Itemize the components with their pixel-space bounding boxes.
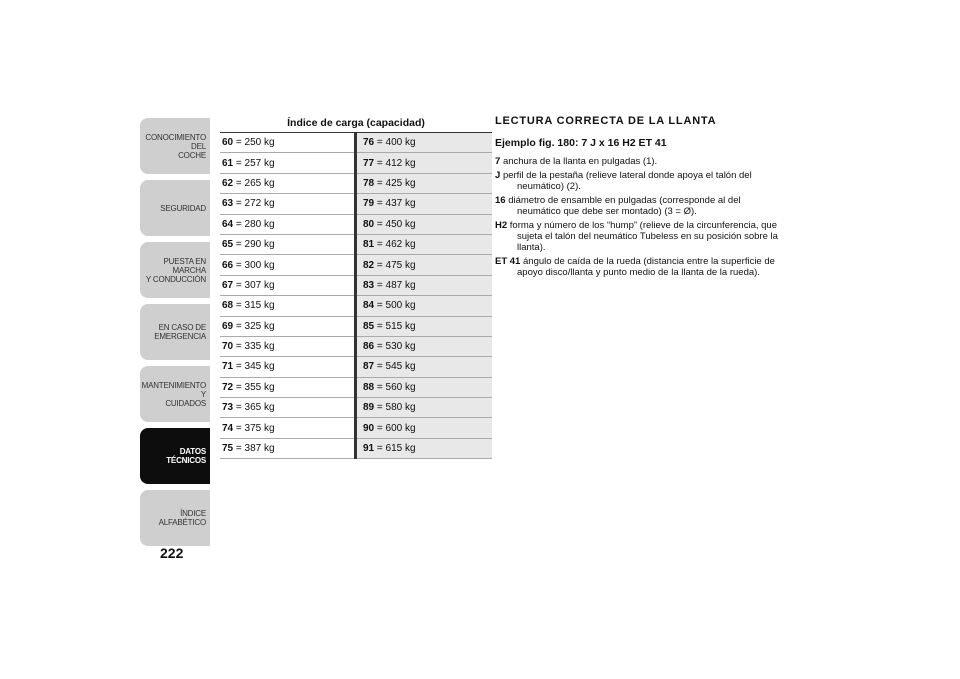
table-cell <box>356 398 493 418</box>
table-row <box>220 194 492 214</box>
load-index: 80 <box>363 218 375 230</box>
load-value: = 400 kg <box>376 137 416 149</box>
table-cell <box>356 194 493 214</box>
sidebar-tab[interactable] <box>140 366 210 422</box>
load-index: 85 <box>363 320 375 332</box>
load-value: = 580 kg <box>376 402 416 414</box>
load-index: 60 <box>222 137 234 149</box>
load-value: = 315 kg <box>235 300 275 312</box>
table-cell <box>356 275 493 295</box>
table-row <box>220 357 492 377</box>
definition-text: ángulo de caída de la rueda (distancia entre la superficie de apoyo disco/llanta y punto medio de la llanta de la rueda). <box>517 256 775 278</box>
load-index: 82 <box>363 259 375 271</box>
table-row <box>220 398 492 418</box>
sidebar-tab[interactable] <box>140 118 210 174</box>
table-row <box>220 234 492 254</box>
load-index: 77 <box>363 157 375 169</box>
definition-list <box>495 156 785 281</box>
definition-item <box>495 156 785 167</box>
load-index: 91 <box>363 443 375 455</box>
table-cell <box>356 255 493 275</box>
sidebar-nav <box>140 118 210 552</box>
table-cell <box>356 133 493 153</box>
load-value: = 387 kg <box>235 443 275 455</box>
table-row <box>220 316 492 336</box>
load-index: 87 <box>363 361 375 373</box>
load-index: 70 <box>222 341 234 353</box>
load-index: 73 <box>222 402 234 414</box>
table-cell <box>220 214 356 234</box>
load-index: 64 <box>222 218 234 230</box>
load-index: 67 <box>222 279 234 291</box>
load-index: 89 <box>363 402 375 414</box>
load-index: 81 <box>363 239 375 251</box>
load-value: = 425 kg <box>376 177 416 189</box>
load-value: = 272 kg <box>235 198 275 210</box>
table-cell <box>356 153 493 173</box>
sidebar-tab-label: CONOCIMIENTO DEL COCHE <box>145 132 206 160</box>
table-cell <box>220 398 356 418</box>
load-index: 88 <box>363 381 375 393</box>
definition-text: perfil de la pestaña (relieve lateral donde apoya el talón del neumático) (2). <box>502 170 752 192</box>
table-row <box>220 275 492 295</box>
load-value: = 462 kg <box>376 239 416 251</box>
load-value: = 437 kg <box>376 198 416 210</box>
load-index: 66 <box>222 259 234 271</box>
load-index: 75 <box>222 443 234 455</box>
load-value: = 545 kg <box>376 361 416 373</box>
definition-term: J <box>495 170 501 181</box>
load-index: 86 <box>363 341 375 353</box>
load-index: 79 <box>363 198 375 210</box>
load-index: 72 <box>222 381 234 393</box>
load-value: = 345 kg <box>235 361 275 373</box>
load-value: = 450 kg <box>376 218 416 230</box>
sidebar-tab[interactable] <box>140 490 210 546</box>
load-index: 68 <box>222 300 234 312</box>
table-row <box>220 153 492 173</box>
table-cell <box>220 336 356 356</box>
load-value: = 530 kg <box>376 341 416 353</box>
sidebar-tab-label: PUESTA EN MARCHA Y CONDUCCIÓN <box>145 256 206 284</box>
load-index: 62 <box>222 177 234 189</box>
load-index: 74 <box>222 422 234 434</box>
definition-term: 16 <box>495 195 506 206</box>
table-cell <box>356 173 493 193</box>
table-cell <box>220 133 356 153</box>
load-value: = 375 kg <box>235 422 275 434</box>
load-value: = 515 kg <box>376 320 416 332</box>
table-row <box>220 377 492 397</box>
load-index: 76 <box>363 137 375 149</box>
load-value: = 615 kg <box>376 443 416 455</box>
load-index: 84 <box>363 300 375 312</box>
table-cell <box>356 214 493 234</box>
table-cell <box>220 173 356 193</box>
table-cell <box>220 357 356 377</box>
load-value: = 412 kg <box>376 157 416 169</box>
table-cell <box>220 153 356 173</box>
table-cell <box>220 418 356 438</box>
load-value: = 280 kg <box>235 218 275 230</box>
load-index: 78 <box>363 177 375 189</box>
load-value: = 600 kg <box>376 422 416 434</box>
table-cell <box>220 377 356 397</box>
table-row <box>220 133 492 153</box>
table-cell <box>356 316 493 336</box>
load-index: 83 <box>363 279 375 291</box>
definition-text: anchura de la llanta en pulgadas (1). <box>502 156 658 167</box>
table-cell <box>220 234 356 254</box>
table-cell <box>220 296 356 316</box>
load-value: = 325 kg <box>235 320 275 332</box>
definition-term: ET 41 <box>495 256 521 267</box>
definition-text: forma y número de los “hump” (relieve de la circunferencia, que sujeta el talón del neumático Tubeless en su posición sobre la llanta). <box>509 220 778 253</box>
definition-item <box>495 220 785 253</box>
table-row <box>220 255 492 275</box>
load-index: 61 <box>222 157 234 169</box>
section-title: LECTURA CORRECTA DE LA LLANTA <box>495 115 717 127</box>
table-cell <box>220 255 356 275</box>
sidebar-tab[interactable] <box>140 180 210 236</box>
table-cell <box>356 418 493 438</box>
load-value: = 355 kg <box>235 381 275 393</box>
load-index: 69 <box>222 320 234 332</box>
definition-term: H2 <box>495 220 508 231</box>
table-row <box>220 173 492 193</box>
load-index: 63 <box>222 198 234 210</box>
load-value: = 335 kg <box>235 341 275 353</box>
table-row <box>220 336 492 356</box>
sidebar-tab[interactable] <box>140 428 210 484</box>
load-table-title: Índice de carga (capacidad) <box>287 117 425 129</box>
load-index-table <box>220 132 492 459</box>
load-index: 90 <box>363 422 375 434</box>
load-value: = 307 kg <box>235 279 275 291</box>
definition-item <box>495 195 785 217</box>
table-cell <box>356 296 493 316</box>
table-cell <box>220 316 356 336</box>
table-cell <box>356 336 493 356</box>
load-index: 65 <box>222 239 234 251</box>
table-cell <box>220 438 356 458</box>
sidebar-tab[interactable] <box>140 304 210 360</box>
table-row <box>220 296 492 316</box>
example-heading: Ejemplo fig. 180: 7 J x 16 H2 ET 41 <box>495 137 667 149</box>
load-value: = 290 kg <box>235 239 275 251</box>
sidebar-tab-label: ÍNDICE ALFABÉTICO <box>158 509 206 527</box>
definition-item <box>495 256 785 278</box>
table-cell <box>356 357 493 377</box>
sidebar-tab-label: EN CASO DE EMERGENCIA <box>154 323 206 341</box>
load-index: 71 <box>222 361 234 373</box>
definition-term: 7 <box>495 156 501 167</box>
load-value: = 257 kg <box>235 157 275 169</box>
sidebar-tab-label: SEGURIDAD <box>160 203 206 213</box>
load-value: = 300 kg <box>235 259 275 271</box>
table-cell <box>220 275 356 295</box>
sidebar-tab-label: DATOS TÉCNICOS <box>166 447 206 465</box>
load-value: = 365 kg <box>235 402 275 414</box>
sidebar-tab[interactable] <box>140 242 210 298</box>
load-value: = 487 kg <box>376 279 416 291</box>
load-value: = 500 kg <box>376 300 416 312</box>
definition-text: diámetro de ensamble en pulgadas (corresponde al del neumático que debe ser montado) (3 = Ø). <box>508 195 741 217</box>
definition-item <box>495 170 785 192</box>
table-cell <box>356 438 493 458</box>
load-value: = 560 kg <box>376 381 416 393</box>
page-number: 222 <box>160 545 184 561</box>
load-value: = 250 kg <box>235 137 275 149</box>
load-value: = 475 kg <box>376 259 416 271</box>
table-cell <box>356 234 493 254</box>
table-row <box>220 438 492 458</box>
table-cell <box>356 377 493 397</box>
load-value: = 265 kg <box>235 177 275 189</box>
table-cell <box>220 194 356 214</box>
table-row <box>220 418 492 438</box>
table-row <box>220 214 492 234</box>
sidebar-tab-label: MANTENIMIENTO Y CUIDADOS <box>141 380 206 408</box>
